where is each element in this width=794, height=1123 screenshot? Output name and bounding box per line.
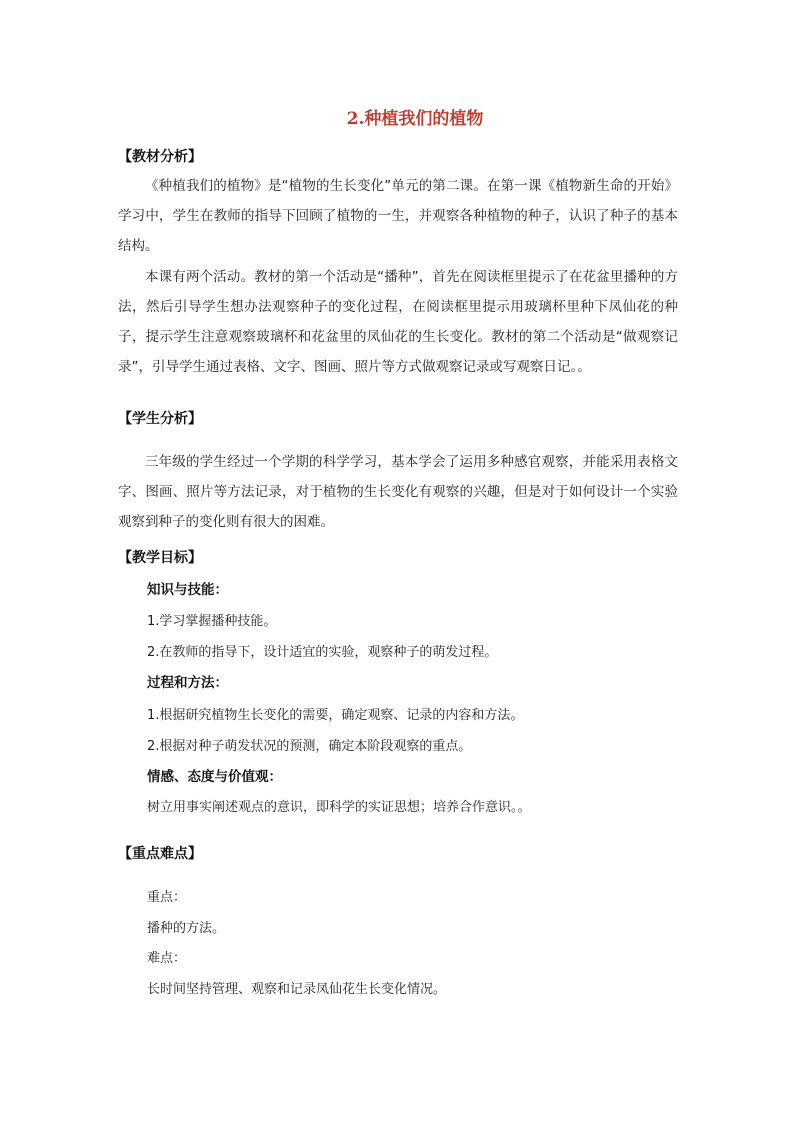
paragraph-student-1: 三年级的学生经过一个学期的科学学习，基本学会了运用多种感官观察，并能采用表格文字、图画、照片等方法记录，对于植物的生长变化有观察的兴趣，但是对于如何设计一个实验观察到种子的变化则有很大的困难。 [118,454,678,530]
paragraph-material-1: 《种植我们的植物》是“植物的生长变化”单元的第二课。在第一课《植物新生命的开始》学习中，学生在教师的指导下回顾了植物的一生，并观察各种植物的种子，认识了种子的基本结构。 [118,178,678,254]
goal-process-2: 2.根据对种子萌发状况的预测，确定本阶段观察的重点。 [147,739,472,754]
heading-student-analysis: 【学生分析】 [118,411,202,427]
goal-emotion-1: 树立用事实阐述观点的意识，即科学的实证思想；培养合作意识。。 [147,800,531,815]
heading-teaching-goals: 【教学目标】 [118,550,202,566]
page-title: 2.种植我们的植物 [346,109,484,129]
difficulty-text: 长时间坚持管理、观察和记录凤仙花生长变化情况。 [147,982,447,997]
subheading-knowledge-skills: 知识与技能： [147,582,228,598]
focus-label: 重点： [147,890,187,905]
subheading-emotion-values: 情感、态度与价值观： [147,769,282,785]
subheading-process-method: 过程和方法： [147,675,228,691]
goal-process-1: 1.根据研究植物生长变化的需要，确定观察、记录的内容和方法。 [147,708,524,723]
heading-key-difficult: 【重点难点】 [118,846,202,862]
focus-text: 播种的方法。 [147,921,226,936]
paragraph-material-2: 本课有两个活动。教材的第一个活动是“播种”，首先在阅读框里提示了在花盆里播种的方法，然后引导学生想办法观察种子的变化过程，在阅读框里提示用玻璃杯里种下凤仙花的种子，提示学生注意观察玻璃杯和花盆里的凤仙花的生长变化。教材的第二个活动是“做观察记录”，引导学生通过表格、文字、图画、照片等方式做观察记录或写观察日记。。 [118,269,678,375]
heading-material-analysis: 【教材分析】 [118,149,202,165]
goal-knowledge-1: 1.学习掌握播种技能。 [147,614,277,629]
difficulty-label: 难点： [147,951,187,966]
goal-knowledge-2: 2.在教师的指导下，设计适宜的实验，观察种子的萌发过程。 [147,645,498,660]
